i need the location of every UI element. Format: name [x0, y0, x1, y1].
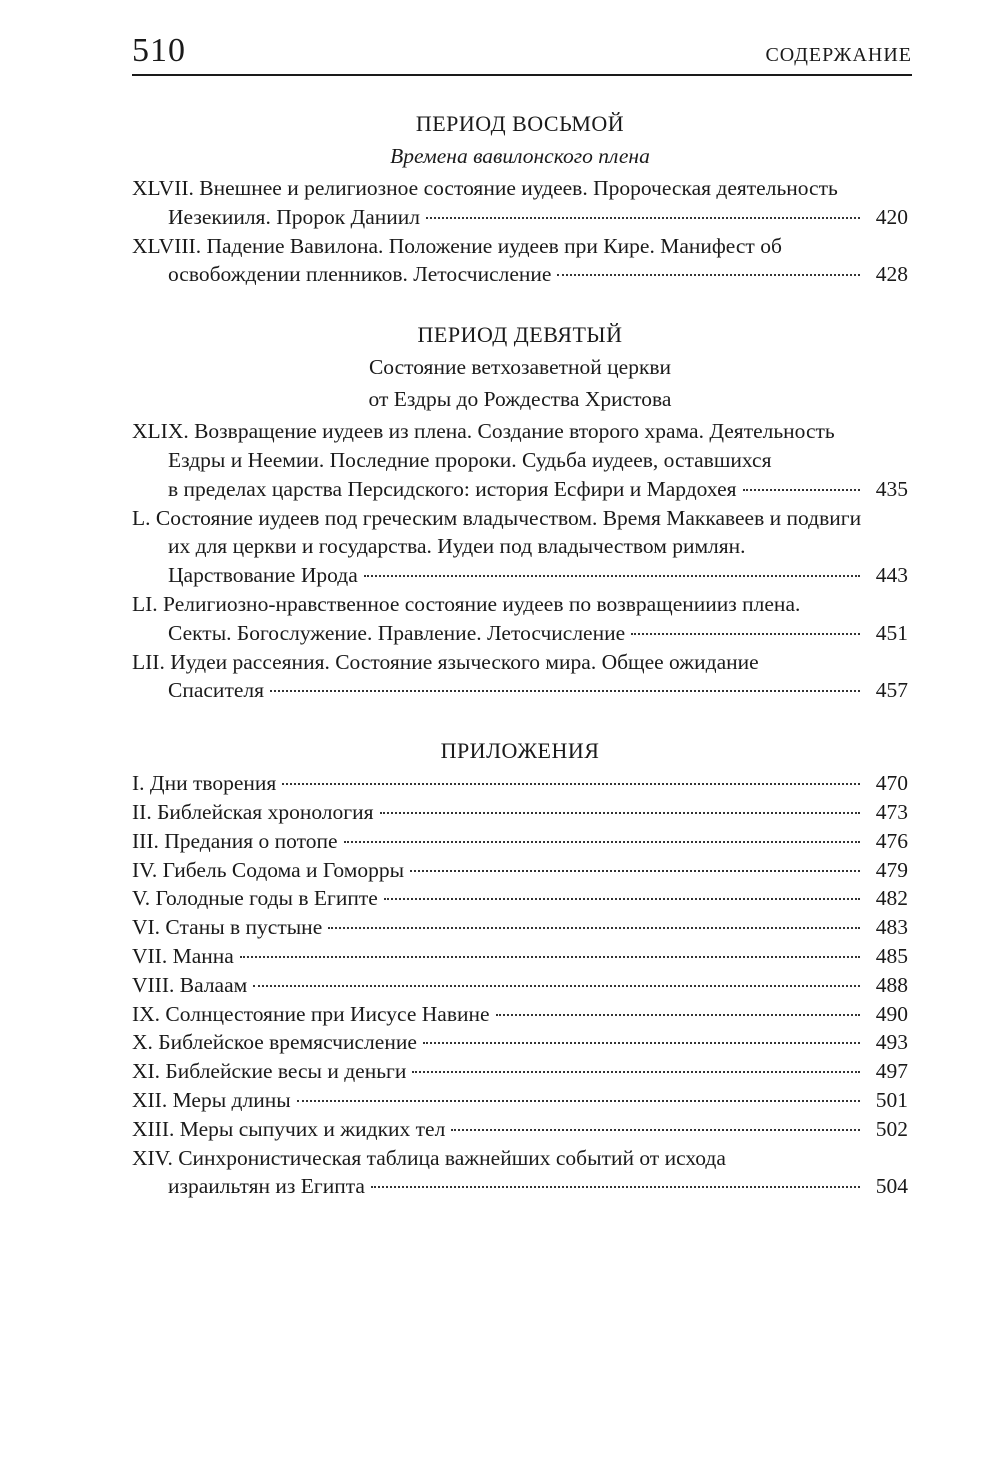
dot-leader [426, 217, 860, 219]
page-ref: 490 [875, 1001, 908, 1026]
dot-leader [282, 783, 860, 785]
page-ref: 435 [875, 476, 908, 501]
entry-text: Ездры и Неемии. Последние пророки. Судьба иудеев, оставшихся [168, 447, 772, 472]
entry-text: V. Голодные годы в Египте [132, 886, 378, 911]
toc-entry[interactable] [132, 417, 908, 503]
page-ref: 485 [875, 943, 908, 968]
dot-leader [743, 489, 860, 491]
dot-leader [253, 985, 860, 987]
toc-entry[interactable] [132, 1115, 908, 1144]
page-ref: 476 [875, 828, 908, 853]
section-subtitle: Времена вавилонского плена [390, 144, 650, 168]
entry-text: XLVIII. Падение Вавилона. Положение иудеев при Кире. Манифест об [132, 233, 782, 258]
dot-leader [384, 898, 860, 900]
section-title: ПРИЛОЖЕНИЯ [440, 738, 600, 764]
toc-entry[interactable] [132, 942, 908, 971]
page-ref: 482 [875, 886, 908, 911]
section-appendices [132, 735, 908, 1201]
dot-leader [423, 1042, 860, 1044]
dot-leader [270, 690, 860, 692]
dot-leader [364, 575, 860, 577]
dot-leader [412, 1071, 860, 1073]
dot-leader [380, 812, 861, 814]
page-ref: 443 [875, 563, 908, 588]
page-ref: 502 [875, 1116, 908, 1141]
page-ref: 488 [875, 972, 908, 997]
toc-entry[interactable] [132, 769, 908, 798]
page-number: 510 [132, 32, 186, 69]
entry-text: LII. Иудеи рассеяния. Состояние языческого мира. Общее ожидание [132, 649, 759, 674]
toc-entry[interactable] [132, 913, 908, 942]
page-ref: 420 [875, 204, 908, 229]
entry-text: LI. Религиозно-нравственное состояние иудеев по возвращениииз плена. [132, 591, 801, 616]
page-ref: 451 [875, 620, 908, 645]
section-subtitle: от Ездры до Рождества Христова [368, 387, 672, 412]
entry-text: Царствование Ирода [168, 563, 358, 588]
toc-entry[interactable] [132, 648, 908, 706]
entry-text: Иезекииля. Пророк Даниил [168, 204, 420, 229]
entry-text: X. Библейское времясчисление [132, 1030, 417, 1055]
page-ref: 479 [875, 857, 908, 882]
page-ref: 470 [875, 771, 908, 796]
dot-leader [240, 956, 860, 958]
entry-text: XLIX. Возвращение иудеев из плена. Создание второго храма. Деятельность [132, 419, 835, 444]
entry-text: L. Состояние иудеев под греческим владычеством. Время Маккавеев и подвиги [132, 505, 862, 530]
entry-text: XII. Меры длины [132, 1087, 291, 1112]
section-title: ПЕРИОД ВОСЬМОЙ [415, 111, 625, 136]
dot-leader [496, 1014, 860, 1016]
toc-entry[interactable] [132, 798, 908, 827]
dot-leader [344, 841, 860, 843]
entry-text: израильтян из Египта [168, 1174, 365, 1199]
entry-text: XI. Библейские весы и деньги [132, 1059, 407, 1084]
toc-entry[interactable] [132, 1086, 908, 1115]
entry-text: Спасителя [168, 678, 264, 703]
page-ref: 473 [875, 799, 908, 824]
toc [132, 108, 908, 1201]
entry-text: в пределах царства Персидского: история Есфири и Мардохея [168, 476, 737, 501]
entry-text: VI. Станы в пустыне [132, 915, 323, 940]
toc-entry[interactable] [132, 971, 908, 1000]
page-ref: 497 [875, 1059, 908, 1084]
section-period-8 [132, 108, 908, 289]
entry-text: IV. Гибель Содома и Гоморры [132, 857, 405, 882]
toc-entry[interactable] [132, 232, 908, 290]
dot-leader [297, 1100, 860, 1102]
section-subtitle: Состояние ветхозаветной церкви [368, 355, 672, 380]
entry-text: Секты. Богослужение. Правление. Летосчисление [168, 620, 626, 645]
entry-text: VII. Манна [132, 943, 234, 968]
toc-entry[interactable] [132, 174, 908, 232]
dot-leader [328, 927, 860, 929]
dot-leader [410, 870, 860, 872]
toc-entry[interactable] [132, 827, 908, 856]
toc-entry[interactable] [132, 1057, 908, 1086]
entry-text: VIII. Валаам [132, 972, 248, 997]
entry-text: XIV. Синхронистическая таблица важнейших событий от исхода [132, 1145, 726, 1170]
dot-leader [371, 1186, 860, 1188]
entry-text: III. Предания о потопе [132, 828, 338, 853]
toc-entry[interactable] [132, 1144, 908, 1202]
toc-entry[interactable] [132, 1028, 908, 1057]
toc-entry[interactable] [132, 1000, 908, 1029]
section-title: ПЕРИОД ДЕВЯТЫЙ [417, 322, 623, 348]
section-period-9 [132, 319, 908, 705]
toc-entry[interactable] [132, 884, 908, 913]
entry-text: I. Дни творения [132, 771, 277, 796]
entry-text: XIII. Меры сыпучих и жидких тел [132, 1116, 446, 1141]
page-ref: 483 [875, 915, 908, 940]
page-ref: 493 [875, 1030, 908, 1055]
page-ref: 504 [875, 1174, 908, 1199]
dot-leader [631, 633, 860, 635]
entry-text: освобождении пленников. Летосчисление [168, 262, 552, 287]
entry-text: XLVII. Внешнее и религиозное состояние иудеев. Пророческая деятельность [132, 176, 838, 200]
entry-text: их для церкви и государства. Иудеи под владычеством римлян. [168, 534, 746, 559]
entry-text: II. Библейская хронология [132, 799, 374, 824]
toc-entry[interactable] [132, 590, 908, 648]
toc-entry[interactable] [132, 856, 908, 885]
entry-text: IX. Солнцестояние при Иисусе Навине [132, 1001, 490, 1026]
page-ref: 428 [875, 262, 908, 287]
dot-leader [451, 1129, 860, 1131]
page-ref: 457 [875, 678, 908, 703]
running-title: СОДЕРЖАНИЕ [765, 44, 912, 66]
appendix-list [132, 769, 908, 1143]
dot-leader [557, 274, 860, 276]
toc-entry[interactable] [132, 504, 908, 590]
header-rule [132, 74, 912, 76]
page-ref: 501 [875, 1087, 908, 1112]
